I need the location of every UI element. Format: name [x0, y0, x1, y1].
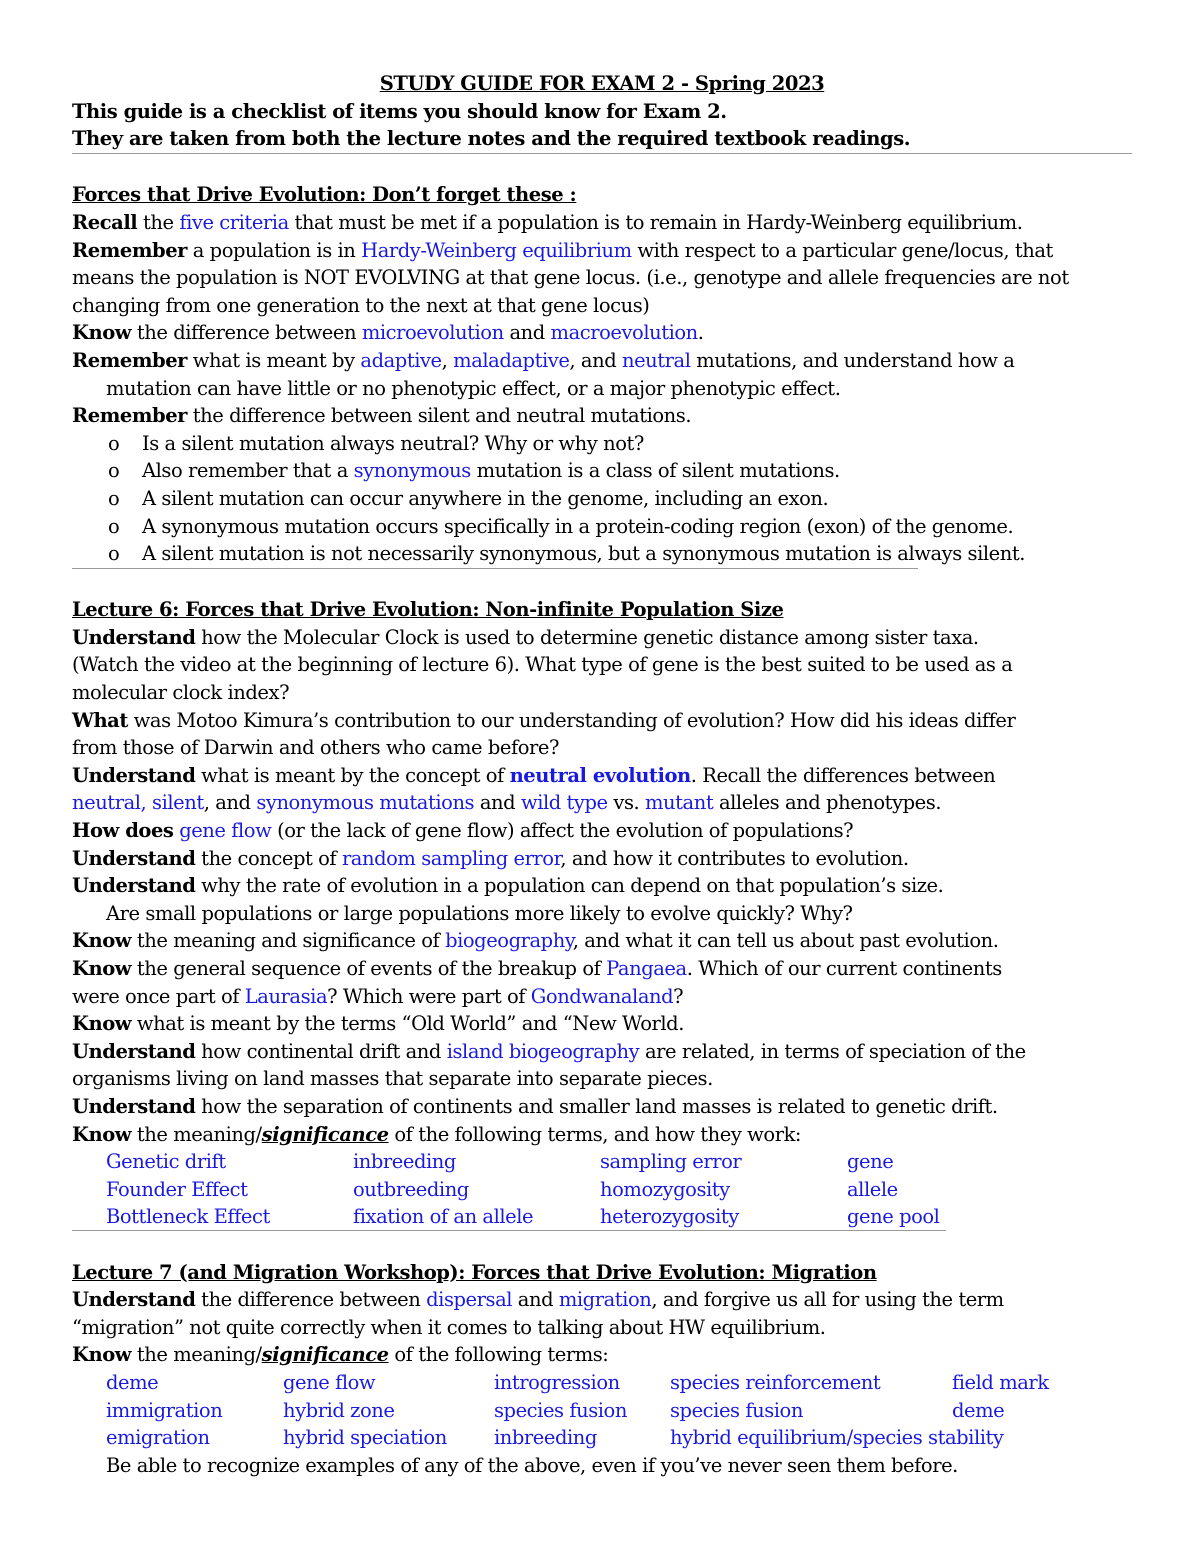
document-page [72, 70, 1132, 1479]
term: introgression [494, 1370, 620, 1394]
lecture6-terms-grid [106, 1148, 1132, 1231]
item-remember-mutations: Remember what is meant by adaptive, maladaptive, and neutral mutations, and understand how a [72, 348, 1015, 372]
list-item: o Is a silent mutation always neutral? Why or why not? [108, 431, 644, 455]
term: species fusion [494, 1398, 627, 1422]
list-item: o Also remember that a synonymous mutation is a class of silent mutations. [108, 459, 840, 483]
list-item: o A silent mutation is not necessarily synonymous, but a synonymous mutation is always silent. [72, 540, 916, 569]
item-remember-hw-cont2: changing from one generation to the next at that gene locus) [72, 293, 650, 317]
intro-line-1: This guide is a checklist of items you should know for Exam 2. [72, 99, 727, 123]
item-rate-of-evolution-cont: Are small populations or large populations more likely to evolve quickly? Why? [106, 901, 853, 925]
term: inbreeding [353, 1150, 456, 1174]
item-remember-silent-neutral: Remember the difference between silent and neutral mutations. [72, 404, 692, 428]
item-remember-mutations-cont: mutation can have little or no phenotypic effect, or a major phenotypic effect. [106, 376, 841, 400]
term: hybrid equilibrium/species stability [670, 1426, 1004, 1450]
term: Bottleneck Effect [106, 1205, 270, 1229]
item-remember-hw-cont1: means the population is NOT EVOLVING at that gene locus. (i.e., genotype and allele frequencies are not [72, 266, 1069, 290]
item-kimura-cont: from those of Darwin and others who came before? [72, 736, 559, 760]
term: species reinforcement [670, 1370, 881, 1394]
item-terms-intro: Know the meaning/significance of the following terms, and how they work: [72, 1122, 802, 1146]
item-neutral-evolution-cont: neutral, silent, and synonymous mutations and wild type vs. mutant alleles and phenotypes. [72, 791, 942, 815]
item-sampling-error: Understand the concept of random sampling error, and how it contributes to evolution. [72, 846, 909, 870]
item-rate-of-evolution: Understand why the rate of evolution in a population can depend on that population’s size. [72, 874, 944, 898]
item-dispersal-migration: Understand the difference between dispersal and migration, and forgive us all for using the term [72, 1288, 1004, 1312]
term: allele [847, 1177, 898, 1201]
item-recall: Recall the five criteria that must be met if a population is to remain in Hardy-Weinberg equilibrium. [72, 210, 1023, 234]
term: inbreeding [494, 1426, 597, 1450]
term: field mark [952, 1370, 1049, 1394]
item-molecular-clock-cont1: (Watch the video at the beginning of lecture 6). What type of gene is the best suited to be used as a [72, 653, 1013, 677]
list-item: o A silent mutation can occur anywhere in the genome, including an exon. [108, 486, 829, 510]
term: gene [847, 1150, 894, 1174]
term: outbreeding [353, 1177, 469, 1201]
item-remember-hw: Remember a population is in Hardy-Weinberg equilibrium with respect to a particular gene/locus, that [72, 238, 1053, 262]
term: heterozygosity [600, 1205, 739, 1229]
term: species fusion [670, 1398, 803, 1422]
term: emigration [106, 1426, 210, 1450]
item-recognize-examples: Be able to recognize examples of any of the above, even if you’ve never seen them before. [106, 1453, 958, 1477]
section-heading-lecture6: Lecture 6: Forces that Drive Evolution: Non-infinite Population Size [72, 598, 784, 622]
lecture7-terms-grid [106, 1369, 1132, 1452]
term: sampling error [600, 1150, 742, 1174]
term: hybrid speciation [283, 1426, 447, 1450]
term: Founder Effect [106, 1177, 248, 1201]
item-terms-intro-2: Know the meaning/significance of the following terms: [72, 1343, 609, 1367]
term: gene flow [283, 1370, 376, 1394]
item-island-biogeography-cont: organisms living on land masses that separate into separate pieces. [72, 1067, 713, 1091]
item-molecular-clock: Understand how the Molecular Clock is used to determine genetic distance among sister taxa. [72, 625, 979, 649]
item-pangaea-cont: were once part of Laurasia? Which were part of Gondwanaland? [72, 984, 684, 1008]
item-neutral-evolution: Understand what is meant by the concept of neutral evolution. Recall the differences between [72, 763, 996, 787]
item-pangaea: Know the general sequence of events of the breakup of Pangaea. Which of our current continents [72, 957, 1002, 980]
page-title: STUDY GUIDE FOR EXAM 2 - Spring 2023 [379, 72, 825, 95]
item-molecular-clock-cont2: molecular clock index? [72, 681, 290, 705]
item-old-new-world: Know what is meant by the terms “Old World” and “New World. [72, 1012, 684, 1036]
term: deme [952, 1398, 1005, 1422]
silent-mutation-list [72, 430, 1132, 569]
section-heading-lecture7: Lecture 7 (and Migration Workshop): Forces that Drive Evolution: Migration [72, 1260, 877, 1284]
term: fixation of an allele [353, 1205, 534, 1229]
item-genetic-drift: Understand how the separation of continents and smaller land masses is related to genetic drift. [72, 1094, 998, 1118]
term: immigration [106, 1398, 223, 1422]
item-biogeography: Know the meaning and significance of biogeography, and what it can tell us about past evolution. [72, 929, 999, 953]
item-dispersal-migration-cont: “migration” not quite correctly when it comes to talking about HW equilibrium. [72, 1315, 826, 1339]
item-kimura: What was Motoo Kimura’s contribution to our understanding of evolution? How did his ideas differ [72, 708, 1016, 732]
section-heading-forces: Forces that Drive Evolution: Don’t forget these : [72, 183, 577, 207]
term: deme [106, 1370, 159, 1394]
intro-line-2: They are taken from both the lecture notes and the required textbook readings. [72, 125, 1132, 154]
list-item: o A synonymous mutation occurs specifically in a protein-coding region (exon) of the genome. [108, 514, 1014, 538]
term [952, 1424, 1062, 1452]
item-island-biogeography: Understand how continental drift and island biogeography are related, in terms of speciation of the [72, 1039, 1026, 1063]
term: Genetic drift [106, 1150, 226, 1174]
term: hybrid zone [283, 1398, 395, 1422]
item-know-micro-macro: Know the difference between microevolution and macroevolution. [72, 321, 704, 345]
item-gene-flow: How does gene flow (or the lack of gene flow) affect the evolution of populations? [72, 819, 854, 843]
term: gene pool [847, 1205, 940, 1229]
term: homozygosity [600, 1177, 730, 1201]
